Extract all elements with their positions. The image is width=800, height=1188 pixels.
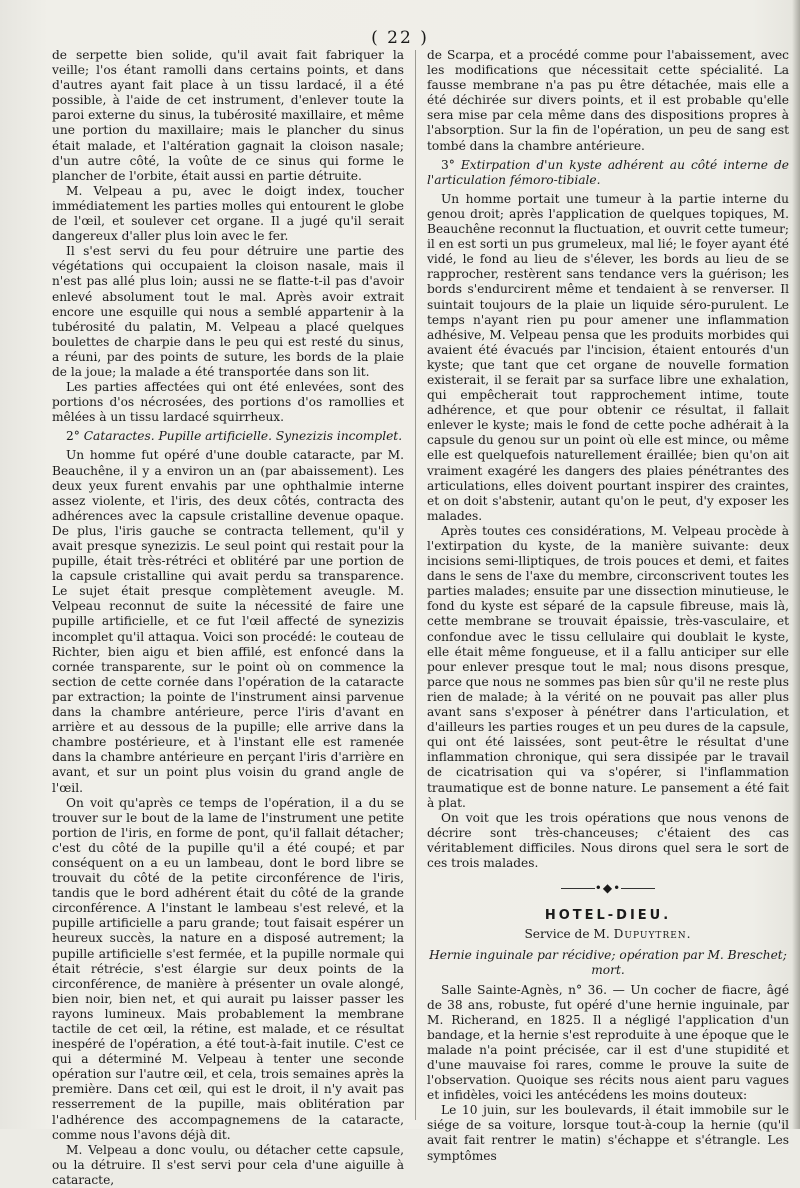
column-divider xyxy=(415,50,416,1120)
section-heading-3 xyxy=(427,158,789,188)
paragraph: Un homme portait une tumeur à la partie interne du genou droit; après l'application de quelques topiques, M. Beauchêne reconnut la fluctuation, et ouvrit cette tumeur; il en est sorti un pus grumeleux, mal lié; le foyer ayant été vidé, le fond au lieu de s'élever, les bords au lieu de se rapprocher, restèrent sans tendance vers la guérison; les bords s'endurcirent même et tendaient à se renverser. Il suintait toujours de la plaie un liquide séro-purulent. Le temps n'ayant rien pu pour amener une inflammation adhésive, M. Velpeau pensa que les produits morbides qui avaient été évacués par l'incision, étaient entourés d'un kyste; que tant que cet organe de nouvelle formation existerait, il se ferait par sa surface libre une exhalation, qui empêcherait tout rapprochement intime, toute adhérence, et que pour obtenir ce résultat, il fallait enlever le kyste; mais le fond de cette poche adhérait à la capsule du genou sur un point où elle est mince, ou même elle est quelquefois naturellement éraillée; bien qu'on ait vraiment exagéré les dangers des plaies pénétrantes des articulations, elles doivent pourtant inspirer des craintes, et on doit s'abstenir, autant qu'on le peut, d'y exposer les malades. xyxy=(427,191,789,523)
paragraph: On voit qu'après ce temps de l'opération, il a du se trouver sur le bout de la lame de l'instrument une petite portion de l'iris, en forme de pont, qu'il fallait détacher; c'est du côté de la pupille qu'il a été coupé; et par conséquent on a eu un lambeau, dont le bord libre se trouvait du côté de la petite circonférence de l'iris, tandis que le bord adhérent était du côté de la grande circonférence. A l'instant le lambeau s'est relevé, et la pupille artificielle a paru grande; tout faisait espérer un heureux succès, la nature en a disposé autrement; la pupille artificielle s'est fermée, et la pupille normale qui était rétrécie, s'est élargie sur deux points de la circonférence, de manière à présenter un ovale alongé, bien noir, bien net, et qui aurait pu laisser passer les rayons lumineux. Mais probablement la membrane tactile de cet œil, la rétine, est malade, et ce résultat inespéré de l'opération, a été tout-à-fait inutile. C'est ce qui a déterminé M. Velpeau à tenter une seconde opération sur l'autre œil, et cela, trois semaines après la première. Dans cet œil, qui est le droit, il n'y avait pas resserrement de la pupille, mais oblitération par l'adhérence des accompagnemens de la cataracte, comme nous l'avons déjà dit. xyxy=(52,795,404,1142)
paragraph: Le 10 juin, sur les boulevards, il était immobile sur le siége de sa voiture, lorsque tout-à-coup la hernie (qu'il avait fait rentrer le matin) s'échappe et s'étrangle. Les symptômes xyxy=(427,1103,789,1163)
page-number: ( 22 ) xyxy=(371,28,429,48)
left-column xyxy=(52,48,404,1188)
right-column xyxy=(427,48,789,1164)
paragraph: Un homme fut opéré d'une double cataracte, par M. Beauchêne, il y a environ un an (par abaissement). Les deux yeux furent envahis par une ophthalmie interne assez violente, et l'iris, des deux côtés, contracta des adhérences avec la capsule cristalline devenue opaque. De plus, l'iris gauche se contracta tellement, qu'il y avait presque synezizis. Le seul point qui restait pour la pupille, était très-rétréci et oblitéré par une portion de la capsule cristalline qui avait perdu sa transparence. Le sujet était presque complètement aveugle. M. Velpeau reconnut de suite la nécessité de faire une pupille artificielle, et ce fut l'œil affecté de synezizis incomplet qu'il attaqua. Voici son procédé: le couteau de Richter, bien aigu et bien affilé, est enfoncé dans la cornée transparente, sur le point où on commence la section de cette cornée dans l'opération de la cataracte par extraction; la pointe de l'instrument ainsi parvenue dans la chambre antérieure, perce l'iris d'avant en arrière et au dessous de la pupille; elle arrive dans la chambre postérieure, et à l'instant elle est ramenée dans la chambre antérieure en perçant l'iris d'arrière en avant, et sur un point plus voisin du grand angle de l'œil. xyxy=(52,448,404,795)
paragraph: Les parties affectées qui ont été enlevées, sont des portions d'os nécrosées, des portions d'os ramollies et mêlées à un tissu lardacé squirrheux. xyxy=(52,380,404,425)
paragraph: Salle Sainte-Agnès, n° 36. — Un cocher de fiacre, âgé de 38 ans, robuste, fut opéré d'une hernie inguinale, par M. Richerand, en 1825. Il a négligé l'application d'un bandage, et la hernie s'est reproduite à une époque que le malade n'a point précisée, car il est d'une stupidité et d'une mauvaise foi rares, comme le prouve la suite de l'observation. Quoique ses récits nous aient paru vagues et infidèles, voici les antécédens les moins douteux: xyxy=(427,982,789,1103)
service-prefix: Service de M. xyxy=(524,927,610,942)
surgeon-name: Dupuytren. xyxy=(613,927,692,942)
case-title: Hernie inguinale par récidive; opération par M. Breschet; mort. xyxy=(429,948,787,978)
paragraph: Après toutes ces considérations, M. Velpeau procède à l'extirpation du kyste, de la manière suivante: deux incisions semi-lliptiques, de trois pouces et demi, et faites dans le sens de l'axe du membre, circonscrivent toutes les parties malades; ensuite par une dissection minutieuse, le fond du kyste est séparé de la capsule fibreuse, mais là, cette membrane se trouvait épaissie, très-vasculaire, et confondue avec le tissu cellulaire qui doublait le kyste, elle était même fongueuse, et il a fallu anticiper sur elle pour enlever presque tout le mal; nous disons presque, parce que nous ne sommes pas bien sûr qu'il ne reste plus rien de malade; à la vérité on ne pouvait pas aller plus avant sans s'exposer à pénétrer dans l'articulation, et d'ailleurs les parties rouges et un peu dures de la capsule, qui ont été laissées, sont peut-être le résultat d'une inflammation chronique, qui sera dissipée par le travail de cicatrisation qui va s'opérer, si l'inflammation traumatique est de bonne nature. Le pansement a été fait à plat. xyxy=(427,523,790,810)
ornament-divider: •◆• xyxy=(427,881,789,896)
service-line xyxy=(427,927,789,942)
section-heading-2 xyxy=(52,429,404,444)
heading-text: Extirpation d'un kyste adhérent au côté interne de l'articulation fémoro-tibiale. xyxy=(427,157,790,187)
heading-number: 3° xyxy=(441,157,455,172)
hospital-heading: HOTEL-DIEU. xyxy=(544,908,672,924)
paragraph: de serpette bien solide, qu'il avait fait fabriquer la veille; l'os étant ramolli dans certains points, et dans d'autres ayant fait place à un tissu lardacé, il a été possible, à l'aide de cet instrument, d'enlever toute la paroi externe du sinus, la tubérosité maxillaire, et même une portion du maxillaire; mais le plancher du sinus était malade, et l'altération gagnait la cloison nasale; d'un autre côté, la voûte de ce sinus qui forme le plancher de l'orbite, était aussi en partie détruite. xyxy=(52,48,404,183)
heading-number: 2° xyxy=(66,429,80,444)
paragraph: M. Velpeau a donc voulu, ou détacher cette capsule, ou la détruire. Il s'est servi pour cela d'une aiguille à cataracte, xyxy=(52,1142,404,1187)
paragraph: de Scarpa, et a procédé comme pour l'abaissement, avec les modifications que nécessitait cette spécialité. La fausse membrane n'a pas pu être détachée, mais elle a été déchirée sur divers points, et il est probable qu'elle sera mise par cela même dans des dispositions propres à l'absorption. Sur la fin de l'opération, un peu de sang est tombé dans la chambre antérieure. xyxy=(427,48,789,153)
paragraph: On voit que les trois opérations que nous venons de décrire sont très-chanceuses; c'étaient des cas véritablement difficiles. Nous dirons quel sera le sort de ces trois malades. xyxy=(427,810,789,870)
page-edge-shadow xyxy=(792,0,800,1129)
paragraph: Il s'est servi du feu pour détruire une partie des végétations qui occupaient la cloison nasale, mais il n'est pas allé plus loin; aussi ne se flatte-t-il pas d'avoir enlevé absolument tout le mal. Après avoir extrait encore une esquille qui nous a semblé appartenir à la tubérosité du palatin, M. Velpeau a placé quelques boulettes de charpie dans le peu qui est resté du sinus, a réuni, par des points de suture, les bords de la plaie de la joue; la malade a été transportée dans son lit. xyxy=(52,244,404,379)
paragraph: M. Velpeau a pu, avec le doigt index, toucher immédiatement les parties molles qui entourent le globe de l'œil, et soulever cet organe. Il a jugé qu'il serait dangereux d'aller plus loin avec le fer. xyxy=(52,183,404,244)
heading-text: Cataractes. Pupille artificielle. Synezizis incomplet. xyxy=(83,429,403,444)
